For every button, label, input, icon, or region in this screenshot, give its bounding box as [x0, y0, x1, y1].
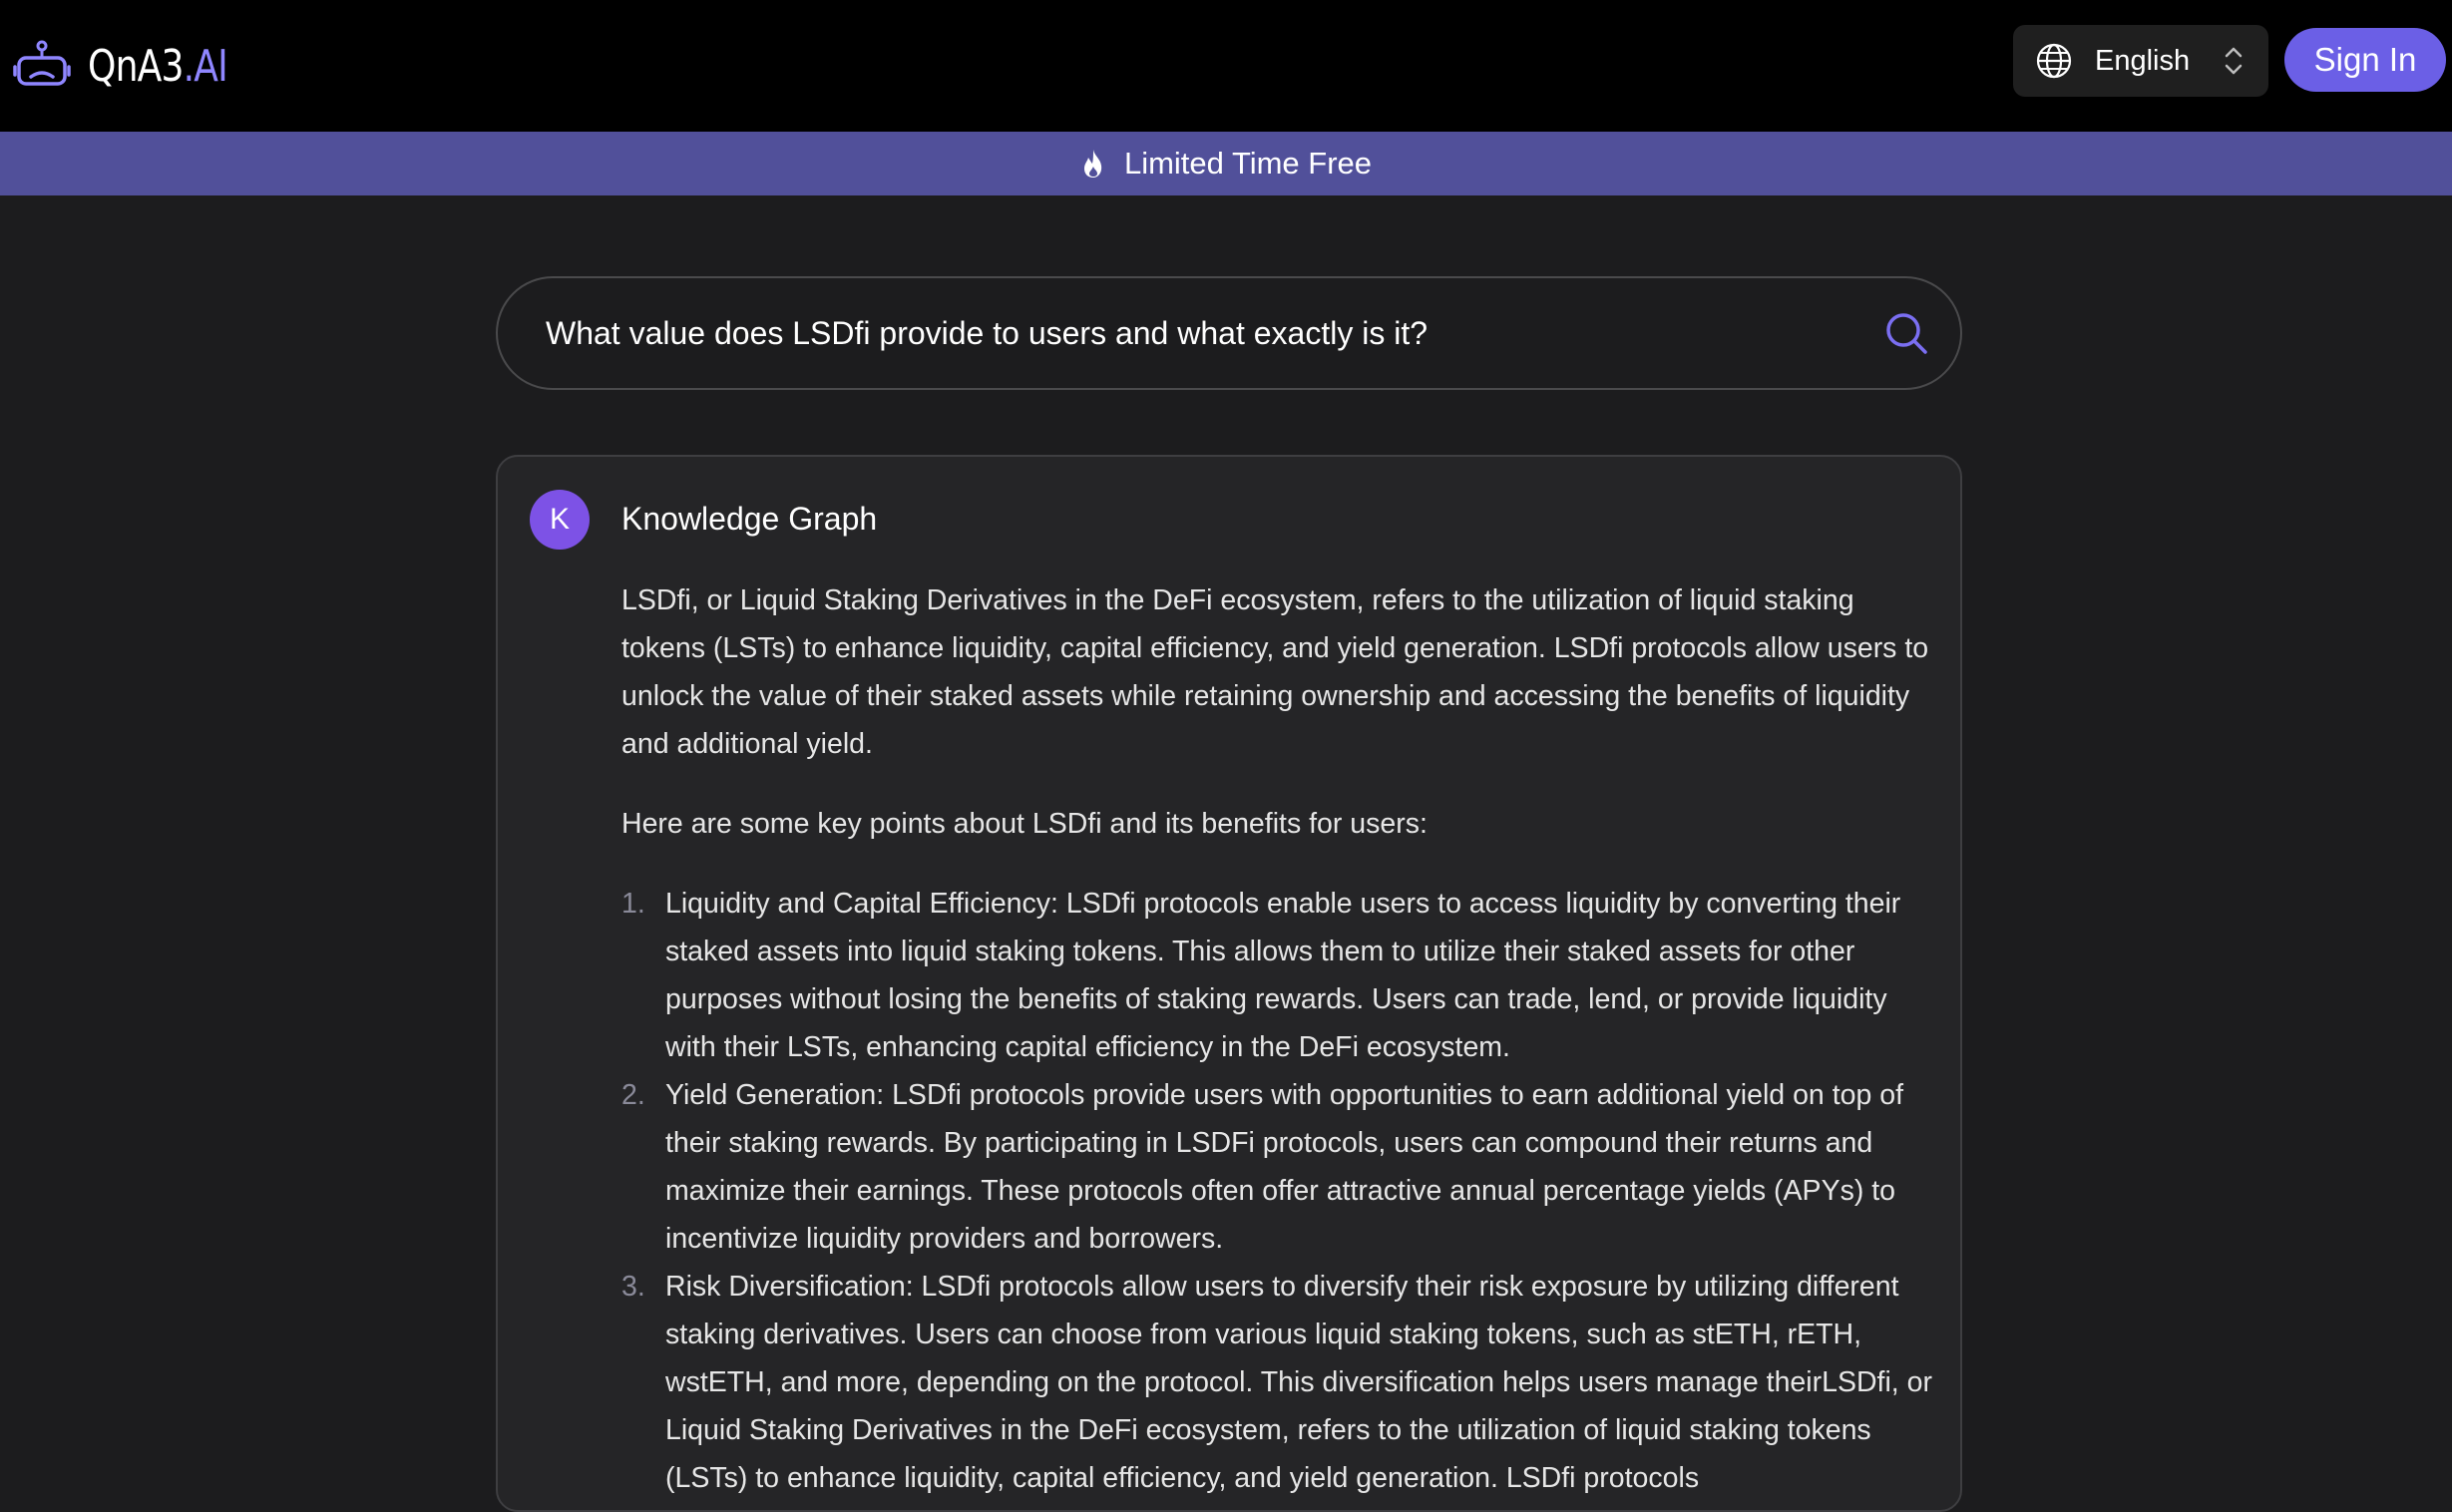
answer-title: Knowledge Graph — [621, 501, 878, 537]
language-select[interactable] — [2013, 25, 2268, 97]
logo[interactable] — [12, 30, 258, 102]
answer-list — [621, 880, 1943, 1502]
list-item-number: 3. — [621, 1271, 645, 1303]
language-select-value: English — [2095, 44, 2191, 77]
answer-paragraph: LSDfi, or Liquid Staking Derivatives in the DeFi ecosystem, refers to the utilization of liquid staking tokens (LSTs) to enhance liquidity, capital efficiency, and yield generation. LSDfi protocols allow users to unlock the value of their staked assets while retaining ownership and accessing the benefits of liquidity and additional yield. — [621, 584, 1929, 760]
list-item — [621, 1263, 1943, 1502]
list-item-number: 2. — [621, 1079, 645, 1111]
logo-text — [88, 41, 227, 92]
avatar: K — [530, 490, 590, 550]
answer-body — [621, 576, 1943, 1502]
logo-text-accent: .AI — [183, 40, 227, 92]
globe-icon — [2035, 42, 2073, 80]
search-input[interactable] — [544, 314, 1882, 353]
search-icon[interactable] — [1882, 309, 1930, 357]
list-item-text: Yield Generation: LSDfi protocols provide users with opportunities to earn additional yield on top of their staking rewards. By participating in LSDFi protocols, users can compound their returns and maximize their earnings. These protocols often offer attractive annual percentage yields (APYs) to incentivize liquidity providers and borrowers. — [665, 1079, 1904, 1255]
top-navigation-bar — [0, 0, 2452, 132]
chevron-up-down-icon — [2221, 41, 2247, 81]
list-item — [621, 880, 1943, 1071]
sign-in-button[interactable]: Sign In — [2284, 28, 2446, 92]
promo-banner-text: Limited Time Free — [1123, 146, 1373, 181]
robot-icon — [12, 36, 72, 96]
list-item — [621, 1071, 1943, 1263]
promo-banner — [0, 132, 2452, 195]
logo-text-main: QnA3 — [88, 40, 184, 92]
answer-card — [496, 455, 1962, 1512]
flame-icon — [1080, 149, 1106, 179]
list-item-text: Risk Diversification: LSDfi protocols allow users to diversify their risk exposure by utilizing different staking derivatives. Users can choose from various liquid staking tokens, such as stETH, rETH, wstETH, and more, depending on the protocol. This diversification helps users manage theirLSDfi, or Liquid Staking Derivatives in the DeFi ecosystem, refers to the utilization of liquid staking tokens (LSTs) to enhance liquidity, capital efficiency, and yield generation. LSDfi protocols — [665, 1271, 1932, 1494]
search-bar — [496, 276, 1962, 390]
answer-paragraph: Here are some key points about LSDfi and its benefits for users: — [621, 808, 1428, 840]
list-item-text: Liquidity and Capital Efficiency: LSDfi protocols enable users to access liquidity by converting their staked assets into liquid staking tokens. This allows them to utilize their staked assets for other purposes without losing the benefits of staking rewards. Users can trade, lend, or provide liquidity with their LSTs, enhancing capital efficiency in the DeFi ecosystem. — [665, 888, 1901, 1063]
list-item-number: 1. — [621, 888, 645, 920]
